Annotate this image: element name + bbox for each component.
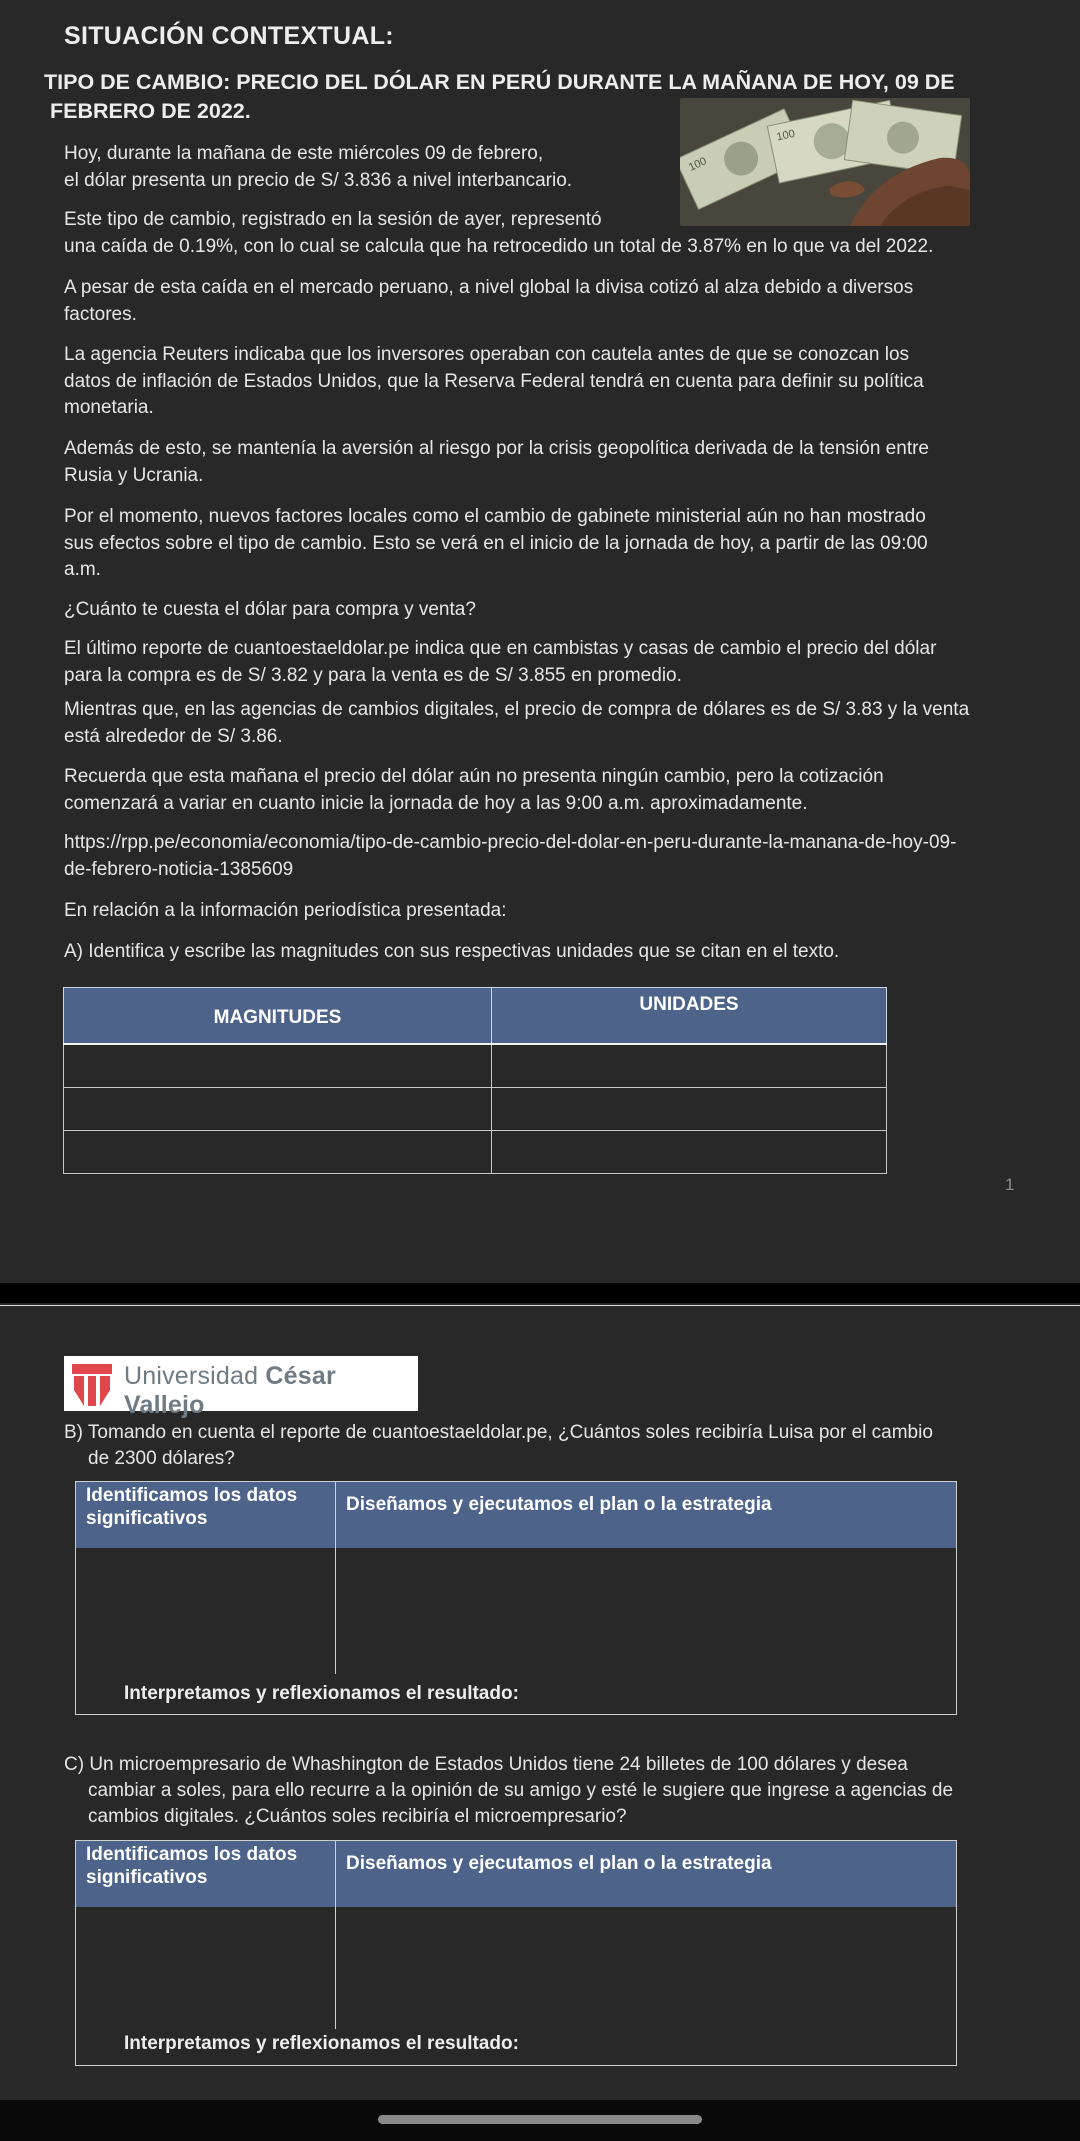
text-line: Hoy, durante la mañana de este miércoles 09 de febrero, <box>64 143 544 164</box>
text-line: Además de esto, se mantenía la aversión al riesgo por la crisis geopolítica derivada de la tensión entre <box>64 438 929 459</box>
paragraph <box>64 697 969 750</box>
table-row <box>64 1044 887 1088</box>
text-line: sus efectos sobre el tipo de cambio. Esto se verá en el inicio de la jornada de hoy, a partir de las 09:00 <box>64 532 928 554</box>
grid-cell-data[interactable] <box>76 1907 336 2029</box>
solution-grid-b <box>75 1481 957 1715</box>
solution-grid-c <box>75 1840 957 2066</box>
grid-header <box>76 1841 956 1907</box>
question-b <box>64 1420 933 1472</box>
text-line: para la compra es de S/ 3.82 y para la venta es de S/ 3.855 en promedio. <box>64 664 682 686</box>
text-line: comenzará a variar en cuanto inicie la jornada de hoy a las 9:00 a.m. aproximadamente. <box>64 792 808 814</box>
table-cell[interactable] <box>64 1131 492 1174</box>
text-line: B) Tomando en cuenta el reporte de cuantoestaeldolar.pe, ¿Cuántos soles recibiría Luisa por el cambio <box>64 1422 933 1443</box>
table-row <box>64 1131 887 1174</box>
text-line: Por el momento, nuevos factores locales como el cambio de gabinete ministerial aún no han mostrado <box>64 506 926 527</box>
grid-header-plan: Diseñamos y ejecutamos el plan o la estrategia <box>346 1494 772 1515</box>
paragraph <box>64 636 936 689</box>
paragraph <box>64 207 933 260</box>
paragraph: ¿Cuánto te cuesta el dólar para compra y venta? <box>64 599 476 620</box>
grid-cell-plan[interactable] <box>336 1548 956 1674</box>
text-line: factores. <box>64 303 137 325</box>
text-line: El último reporte de cuantoestaeldolar.pe indica que en cambistas y casas de cambio el precio del dólar <box>64 638 937 659</box>
text-line: monetaria. <box>64 397 154 418</box>
grid-body <box>76 1907 956 2029</box>
table-cell[interactable] <box>492 1044 887 1088</box>
home-indicator[interactable] <box>378 2115 702 2124</box>
text-line: está alrededor de S/ 3.86. <box>64 725 283 747</box>
text-line: https://rpp.pe/economia/economia/tipo-de-cambio-precio-del-dolar-en-peru-durante-la-manana-de-hoy-09- <box>64 832 957 853</box>
text-line: Mientras que, en las agencias de cambios digitales, el precio de compra de dólares es de S/ 3.83 y la venta <box>64 699 970 720</box>
paragraph: En relación a la información periodística presentada: <box>64 900 507 921</box>
text-line: el dólar presenta un precio de S/ 3.836 a nivel interbancario. <box>64 169 573 191</box>
table-cell[interactable] <box>492 1088 887 1131</box>
svg-text:100: 100 <box>775 127 797 144</box>
paragraph <box>64 141 572 194</box>
text-line: Rusia y Ucrania. <box>64 464 204 486</box>
question-c <box>64 1752 953 1830</box>
paragraph <box>64 275 913 328</box>
grid-cell-data[interactable] <box>76 1548 336 1674</box>
text-line: Este tipo de cambio, registrado en la sesión de ayer, representó <box>64 209 602 230</box>
text-line: de-febrero-noticia-1385609 <box>64 858 294 880</box>
text-line: de 2300 dólares? <box>88 1448 235 1469</box>
article-title-line: FEBRERO DE 2022. <box>50 99 251 123</box>
article-title-line: TIPO DE CAMBIO: PRECIO DEL DÓLAR EN PERÚ DURANTE LA MAÑANA DE HOY, 09 DE <box>44 70 955 94</box>
grid-header-data: Identificamos los datos significativos <box>76 1841 336 1907</box>
logo-text-bold: César Vallejo <box>124 1362 336 1419</box>
university-logo <box>64 1356 418 1419</box>
column-header-magnitudes: MAGNITUDES <box>64 988 492 1045</box>
column-header-unidades: UNIDADES <box>492 988 887 1045</box>
grid-footer-interpretation[interactable]: Interpretamos y reflexionamos el resultado: <box>124 1683 519 1704</box>
magnitudes-table <box>63 987 887 1174</box>
table-cell[interactable] <box>64 1044 492 1088</box>
paragraph <box>64 342 924 422</box>
grid-cell-plan[interactable] <box>336 1907 956 2029</box>
grid-header <box>76 1482 956 1548</box>
text-line: una caída de 0.19%, con lo cual se calcula que ha retrocedido un total de 3.87% en lo que va del 2022. <box>64 235 934 257</box>
source-url <box>64 830 956 883</box>
question-a: A) Identifica y escribe las magnitudes con sus respectivas unidades que se citan en el texto. <box>64 941 840 962</box>
paragraph <box>64 436 929 489</box>
text-line: a.m. <box>64 559 101 580</box>
ucv-shield-icon <box>70 1360 114 1408</box>
logo-text-light: Universidad <box>124 1362 259 1390</box>
paragraph <box>64 504 928 584</box>
grid-footer-interpretation[interactable]: Interpretamos y reflexionamos el resultado: <box>124 2033 519 2054</box>
table-cell[interactable] <box>492 1131 887 1174</box>
table-cell[interactable] <box>64 1088 492 1131</box>
logo-text <box>124 1362 418 1420</box>
grid-body <box>76 1548 956 1674</box>
text-line: La agencia Reuters indicaba que los inversores operaban con cautela antes de que se conozcan los <box>64 344 910 365</box>
table-header-row <box>64 988 887 1045</box>
text-line: A pesar de esta caída en el mercado peruano, a nivel global la divisa cotizó al alza debido a diversos <box>64 277 914 298</box>
grid-header-plan: Diseñamos y ejecutamos el plan o la estrategia <box>346 1853 772 1874</box>
paragraph <box>64 764 884 817</box>
text-line: datos de inflación de Estados Unidos, que la Reserva Federal tendrá en cuenta para definir su política <box>64 370 924 392</box>
text-line: C) Un microempresario de Whashington de Estados Unidos tiene 24 billetes de 100 dólares y desea <box>64 1754 908 1775</box>
page-separator <box>0 1283 1080 1303</box>
text-line: cambiar a soles, para ello recurre a la opinión de su amigo y esté le sugiere que ingrese a agencias de <box>88 1780 954 1801</box>
document-page-2 <box>0 1306 1080 2100</box>
page-number: 1 <box>1005 1175 1015 1194</box>
svg-text:100: 100 <box>686 155 709 174</box>
text-line: cambios digitales. ¿Cuántos soles recibiría el microempresario? <box>88 1806 627 1827</box>
table-row <box>64 1088 887 1131</box>
grid-header-data: Identificamos los datos significativos <box>76 1482 336 1548</box>
text-line: Recuerda que esta mañana el precio del dólar aún no presenta ningún cambio, pero la cotización <box>64 766 884 787</box>
section-heading: SITUACIÓN CONTEXTUAL: <box>64 22 394 50</box>
